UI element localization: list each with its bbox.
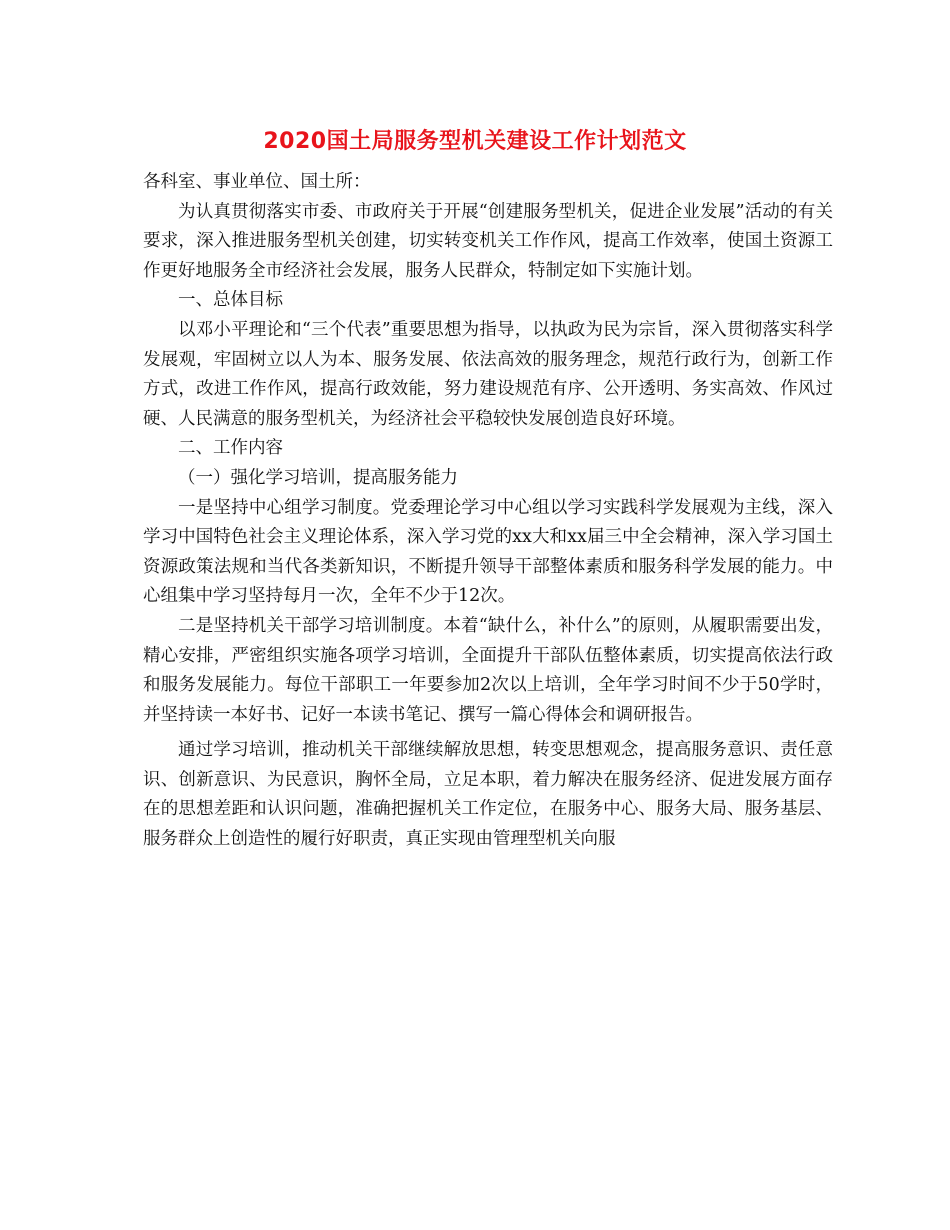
salutation: 各科室、事业单位、国土所： <box>143 172 371 192</box>
intro-paragraph: 为认真贯彻落实市委、市政府关于开展“创建服务型机关，促进企业发展”活动的有关要求，深入推进服务型机关创建，切实转变机关工作作风，提高工作效率，使国土资源工作更好地服务全市经济社会发展，服务人民群众，特制定如下实施计划。 <box>143 201 833 281</box>
section-heading-1: 一、总体目标 <box>178 290 283 311</box>
item-paragraph-1: 一是坚持中心组学习制度。党委理论学习中心组以学习实践科学发展观为主线，深入学习中国特色社会主义理论体系，深入学习党的xx大和xx届三中全会精神，深入学习国土资源政策法规和当代各类新知识，不断提升领导干部整体素质和服务科学发展的能力。中心组集中学习坚持每月一次，全年不少于12次。 <box>143 497 833 607</box>
subsection-heading-1: （一）强化学习培训，提高服务能力 <box>178 467 458 488</box>
section-heading-2: 二、工作内容 <box>178 438 283 459</box>
goal-paragraph: 以邓小平理论和“三个代表”重要思想为指导，以执政为民为宗旨，深入贯彻落实科学发展观，牢固树立以人为本、服务发展、依法高效的服务理念，规范行政行为，创新工作方式，改进工作作风，提高行政效能，努力建设规范有序、公开透明、务实高效、作风过硬、人民满意的服务型机关，为经济社会平稳较快发展创造良好环境。 <box>143 319 833 429</box>
document-title: 2020国土局服务型机关建设工作计划范文 <box>263 129 687 154</box>
summary-paragraph: 通过学习培训，推动机关干部继续解放思想，转变思想观念，提高服务意识、责任意识、创新意识、为民意识，胸怀全局，立足本职，着力解决在服务经济、促进发展方面存在的思想差距和认识问题，准确把握机关工作定位，在服务中心、服务大局、服务基层、服务群众上创造性的履行好职责，真正实现由管理型机关向服 <box>143 740 833 850</box>
item-paragraph-2: 二是坚持机关干部学习培训制度。本着“缺什么，补什么”的原则，从履职需要出发，精心安排，严密组织实施各项学习培训，全面提升干部队伍整体素质，切实提高依法行政和服务发展能力。每位干部职工一年要参加2次以上培训，全年学习时间不少于50学时，并坚持读一本好书、记好一本读书笔记、撰写一篇心得体会和调研报告。 <box>143 615 833 725</box>
document-body <box>143 168 833 855</box>
